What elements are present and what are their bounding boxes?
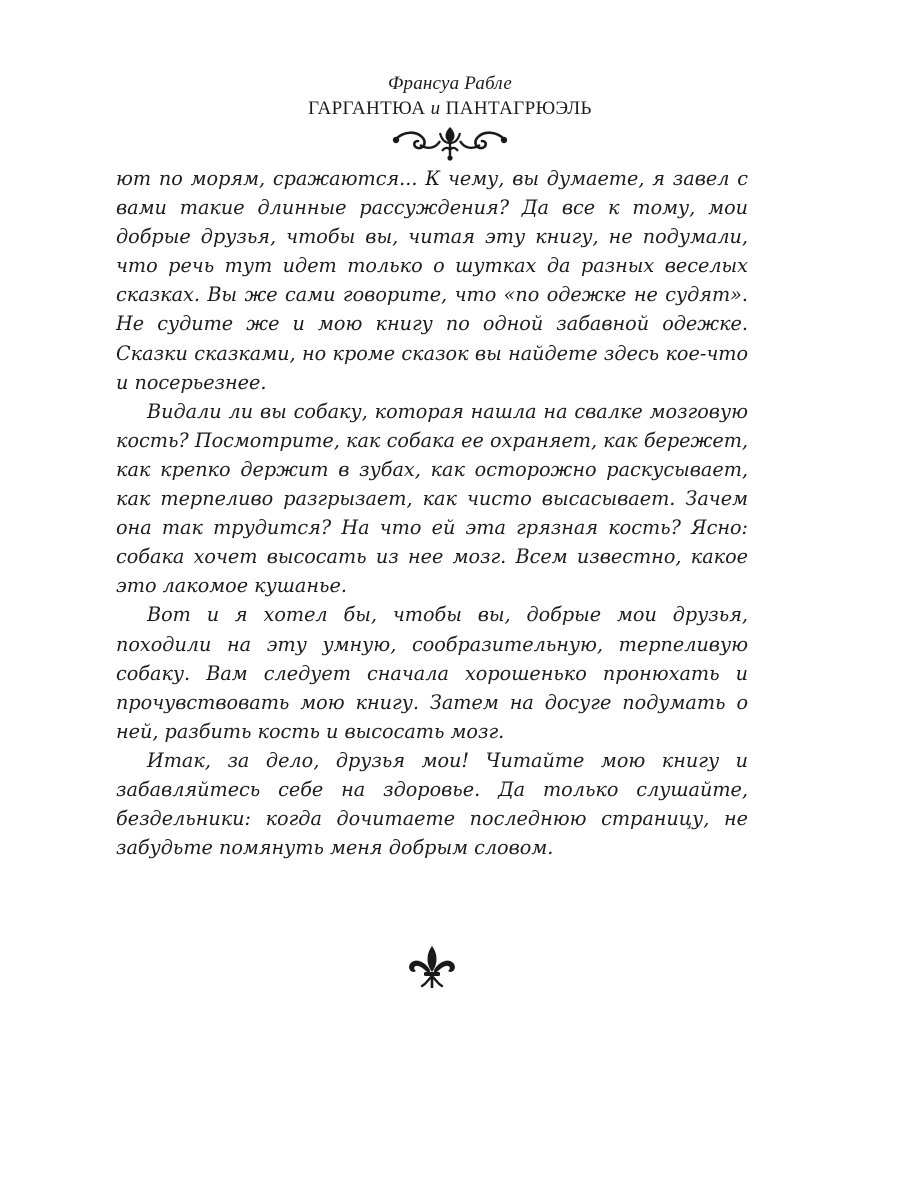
body-text [116,164,748,862]
book-title-part-2: ПАНТАГРЮЭЛЬ [445,98,592,119]
paragraph-3: Вот и я хотел бы, чтобы вы, добрые мои друзья, походили на эту умную, сообразительную, терпеливую собаку. Вам следует сначала хорошенько пронюхать и прочувствовать мою книгу. Затем на досуге подумать о ней, разбить кость и высосать мозг. [116,603,748,743]
book-title-part-1: ГАРГАНТЮА [308,98,426,119]
paragraph-1: ют по морям, сражаются... К чему, вы думаете, я завел с вами такие длинные рассуждения? Да все к тому, мои добрые друзья, чтобы вы, читая эту книгу, не подумали, что речь тут идет только о шутках да разных веселых сказках. Вы же сами говорите, что «по одежке не судят». Не судите же и мою книгу по одной забавной одежке. Сказки сказками, но кроме сказок вы найдете здесь кое-что и посерьезнее. [116,167,748,394]
flourish-divider-icon [390,123,510,163]
author-name: Франсуа Рабле [388,73,512,94]
book-title-conjunction: и [430,98,441,119]
running-header [0,72,900,163]
paragraph-4: Итак, за дело, друзья мои! Читайте мою книгу и забавляйтесь себе на здоровье. Да только слушайте, бездельники: когда дочитаете последнюю страницу, не забудьте помянуть меня добрым словом. [116,748,748,860]
paragraph-2: Видали ли вы собаку, которая нашла на свалке мозговую кость? Посмотрите, как собака ее охраняет, как бережет, как крепко держит в зубах, как осторожно раскусывает, как терпеливо разгрызает, как чисто высасывает. Зачем она так трудится? На что ей эта грязная кость? Ясно: собака хочет высосать из нее мозг. Всем известно, какое это лакомое кушанье. [116,399,748,598]
fleur-de-lis-icon [404,944,460,992]
book-title [0,97,900,121]
